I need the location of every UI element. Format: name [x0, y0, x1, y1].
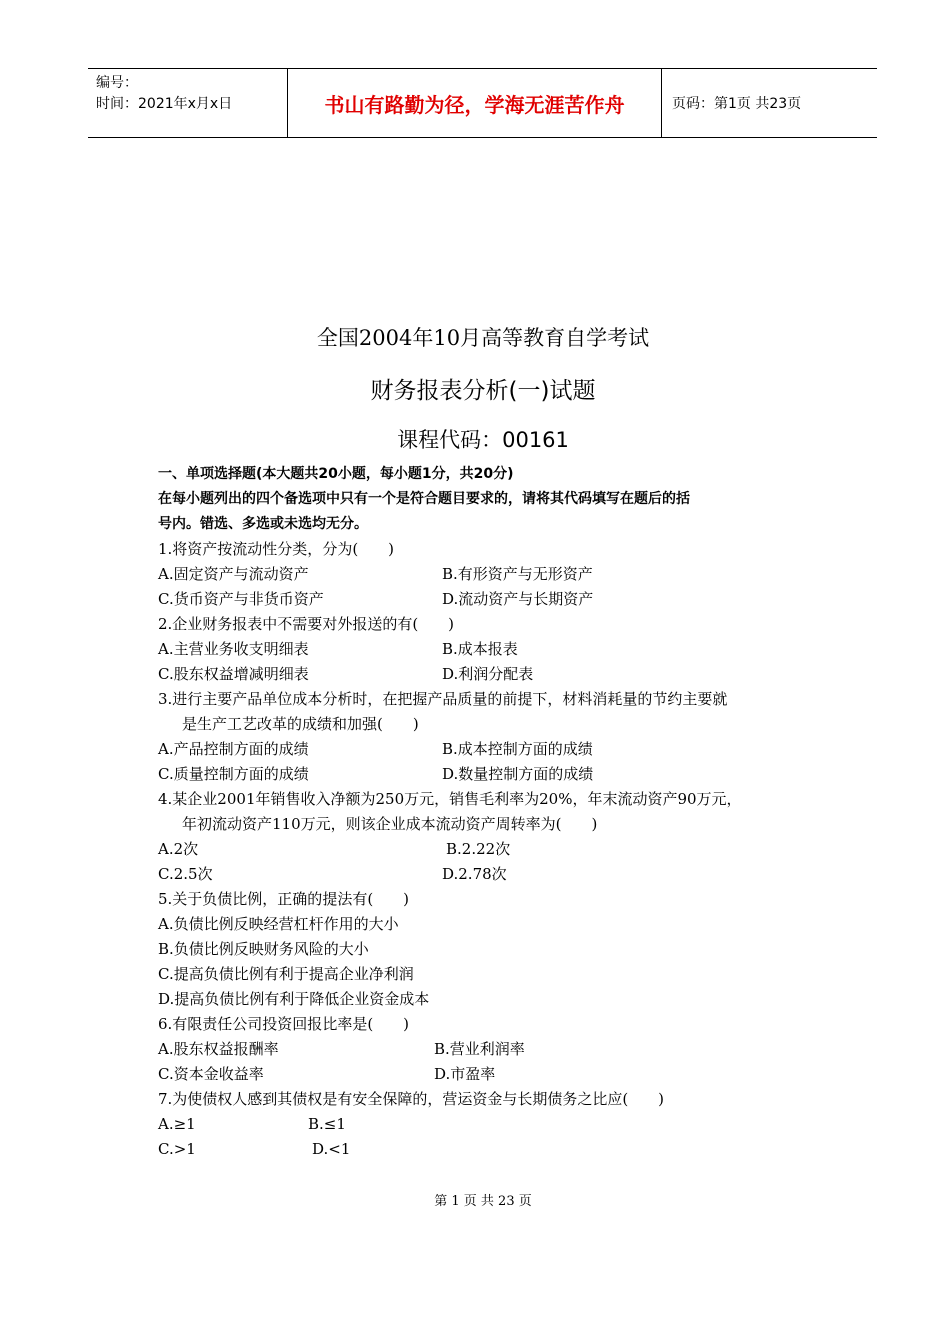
option-d: D.市盈率 — [434, 1065, 496, 1083]
option-row — [158, 1062, 818, 1087]
section-instruction: 号内。错选、多选或未选均无分。 — [158, 516, 368, 532]
question-stem-cont: 是生产工艺改革的成绩和加强( ) — [182, 715, 419, 733]
option-row — [158, 1112, 818, 1137]
option-a: A.主营业务收支明细表 — [158, 640, 309, 658]
option-row — [158, 662, 818, 687]
option-row — [158, 762, 818, 787]
option-b: B.成本控制方面的成绩 — [442, 740, 593, 758]
option-c: C.货币资产与非货币资产 — [158, 590, 324, 608]
option-d: D.利润分配表 — [442, 665, 534, 683]
option-c: C.>1 — [158, 1140, 196, 1158]
option-d: D.流动资产与长期资产 — [442, 590, 594, 608]
option-row — [158, 637, 818, 662]
option-b: B.有形资产与无形资产 — [442, 565, 593, 583]
question-stem: 4.某企业2001年销售收入净额为250万元，销售毛利率为20%，年末流动资产90万元， — [158, 790, 742, 808]
option-c: C.2.5次 — [158, 865, 213, 883]
option-row — [158, 837, 818, 862]
option-d: D.数量控制方面的成绩 — [442, 765, 594, 783]
option-d: D.提高负债比例有利于降低企业资金成本 — [158, 990, 430, 1008]
question-stem: 1.将资产按流动性分类，分为( ) — [158, 540, 395, 558]
option-a: A.2次 — [158, 840, 199, 858]
option-a: A.≥1 — [158, 1115, 196, 1133]
option-a: A.负债比例反映经营杠杆作用的大小 — [158, 915, 399, 933]
header-motto: 书山有路勤为径，学海无涯苦作舟 — [288, 69, 662, 137]
option-d: D.2.78次 — [442, 865, 507, 883]
page-header — [88, 68, 877, 138]
option-c: C.质量控制方面的成绩 — [158, 765, 309, 783]
question-stem-cont: 年初流动资产110万元，则该企业成本流动资产周转率为( ) — [182, 815, 598, 833]
exam-title: 全国2004年10月高等教育自学考试 — [316, 326, 650, 350]
option-c: C.提高负债比例有利于提高企业净利润 — [158, 965, 414, 983]
subject-title: 财务报表分析(一)试题 — [370, 378, 596, 404]
section-heading: 一、单项选择题(本大题共20小题，每小题1分，共20分) — [158, 466, 514, 482]
code-label: 编号： — [96, 75, 138, 91]
header-page-info: 页码：第1页 共23页 — [672, 96, 802, 112]
option-row — [158, 1037, 818, 1062]
question-stem: 7.为使债权人感到其债权是有安全保障的，营运资金与长期债务之比应( ) — [158, 1090, 665, 1108]
option-row — [158, 737, 818, 762]
question-stem: 6.有限责任公司投资回报比率是( ) — [158, 1015, 410, 1033]
option-c: C.股东权益增减明细表 — [158, 665, 309, 683]
option-b: B.负债比例反映财务风险的大小 — [158, 940, 369, 958]
question-stem: 3.进行主要产品单位成本分析时，在把握产品质量的前提下，材料消耗量的节约主要就 — [158, 690, 728, 708]
time-label: 时间：2021年x月x日 — [96, 96, 233, 112]
option-a: A.固定资产与流动资产 — [158, 565, 309, 583]
option-row — [158, 587, 818, 612]
option-row — [158, 562, 818, 587]
question-stem: 2.企业财务报表中不需要对外报送的有( ) — [158, 615, 455, 633]
option-b: B.营业利润率 — [434, 1040, 525, 1058]
option-d: D.<1 — [312, 1140, 351, 1158]
option-b: B.成本报表 — [442, 640, 518, 658]
option-row — [158, 862, 818, 887]
section-instruction: 在每小题列出的四个备选项中只有一个是符合题目要求的，请将其代码填写在题后的括 — [158, 491, 690, 507]
option-a: A.股东权益报酬率 — [158, 1040, 279, 1058]
option-c: C.资本金收益率 — [158, 1065, 264, 1083]
option-row — [158, 1137, 818, 1162]
option-b: B.2.22次 — [446, 840, 511, 858]
question-stem: 5.关于负债比例，正确的提法有( ) — [158, 890, 410, 908]
course-code: 课程代码：00161 — [397, 428, 569, 452]
page-footer: 第 1 页 共 23 页 — [434, 1194, 532, 1209]
option-b: B.≤1 — [308, 1115, 346, 1133]
question-content — [158, 462, 818, 1162]
option-a: A.产品控制方面的成绩 — [158, 740, 309, 758]
header-meta — [88, 69, 288, 137]
